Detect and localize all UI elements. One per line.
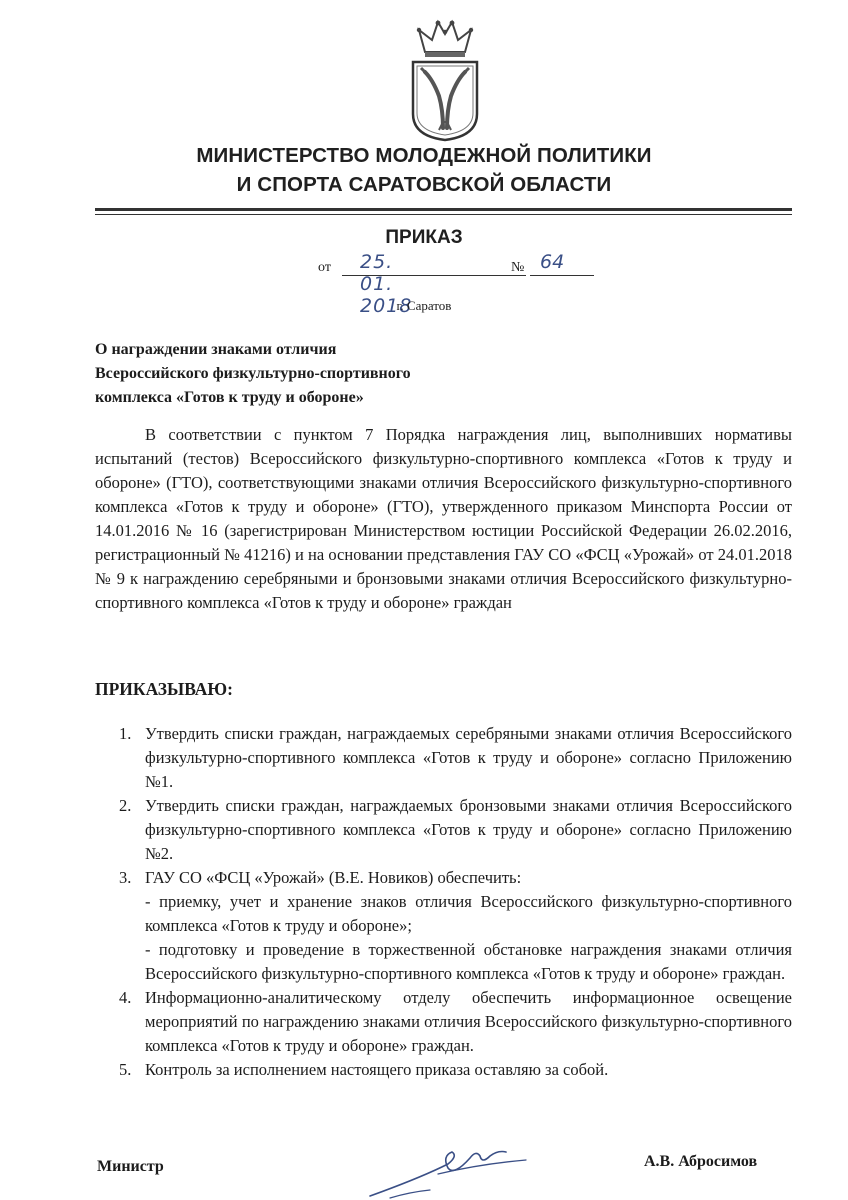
saratov-coat-of-arms-icon — [403, 18, 487, 142]
header-divider-thick — [95, 208, 792, 211]
item-number: 4. — [119, 988, 132, 1007]
list-item — [95, 722, 792, 794]
header-divider-thin — [95, 214, 792, 215]
item-text: Контроль за исполнением настоящего приказа оставляю за собой. — [145, 1060, 609, 1079]
item-text: Утвердить списки граждан, награждаемых серебряными знаками отличия Всероссийского физкультурно-спортивного комплекса «Готов к труду и обороне» согласно Приложению №1. — [145, 724, 792, 791]
signatory-position: Министр — [97, 1158, 164, 1175]
date-prefix: от — [318, 260, 331, 275]
number-underline — [530, 275, 594, 276]
item-number: 1. — [119, 724, 132, 743]
signatory-name: А.В. Абросимов — [644, 1153, 758, 1170]
list-item — [95, 986, 792, 1058]
preamble-paragraph: В соответствии с пунктом 7 Порядка награждения лиц, выполнивших нормативы испытаний (тестов) Всероссийского физкультурно-спортивного комплекса «Готов к труду и обороне» (ГТО), соответствующими знаками отличия Всероссийского физкультурно-спортивного комплекса «Готов к труду и обороне» (ГТО), утвержденного приказом Минспорта России от 14.01.2016 № 16 (зарегистрирован Министерством юстиции Российской Федерации 26.02.2016, регистрационный № 41216) и на основании представления ГАУ СО «ФСЦ «Урожай» от 24.01.2018 № 9 к награждению серебряными и бронзовыми знаками отличия Всероссийского физкультурно-спортивного комплекса «Готов к труду и обороне» граждан — [95, 425, 792, 612]
subject-line: комплекса «Готов к труду и обороне» — [95, 389, 364, 406]
number-prefix: № — [511, 260, 525, 275]
order-items-list — [95, 722, 792, 1082]
list-item — [95, 866, 792, 986]
subject-line: Всероссийского физкультурно-спортивного — [95, 365, 411, 382]
handwritten-signature — [330, 1134, 540, 1200]
item-number: 3. — [119, 868, 132, 887]
subject-line: О награждении знаками отличия — [95, 341, 337, 358]
item-subpoint: - приемку, учет и хранение знаков отличия Всероссийского физкультурно-спортивного комплекса «Готов к труду и обороне»; — [145, 892, 792, 935]
item-text: Утвердить списки граждан, награждаемых бронзовыми знаками отличия Всероссийского физкультурно-спортивного комплекса «Готов к труду и обороне» согласно Приложению №2. — [145, 796, 792, 863]
order-title: ПРИКАЗ — [385, 227, 463, 248]
item-text: ГАУ СО «ФСЦ «Урожай» (В.Е. Новиков) обеспечить: — [145, 868, 522, 887]
order-subject — [95, 338, 411, 410]
list-item — [95, 794, 792, 866]
item-subpoint: - подготовку и проведение в торжественной обстановке награждения знаками отличия Всероссийского физкультурно-спортивного комплекса «Готов к труду и обороне» граждан. — [145, 940, 792, 983]
item-number: 5. — [119, 1060, 132, 1079]
item-text: Информационно-аналитическому отделу обеспечить информационное освещение мероприятий по награждению знаками отличия Всероссийского физкультурно-спортивного комплекса «Готов к труду и обороне» граждан. — [145, 988, 792, 1055]
orders-heading: ПРИКАЗЫВАЮ: — [95, 679, 233, 699]
city: г. Саратов — [396, 298, 452, 313]
order-number: 64 — [540, 251, 565, 273]
ministry-name-line1: МИНИСТЕРСТВО МОЛОДЕЖНОЙ ПОЛИТИКИ — [196, 144, 652, 167]
order-date: 25. 01. 2018 — [360, 251, 413, 317]
ministry-name-line2: И СПОРТА САРАТОВСКОЙ ОБЛАСТИ — [236, 173, 612, 196]
list-item — [95, 1058, 792, 1082]
item-number: 2. — [119, 796, 132, 815]
